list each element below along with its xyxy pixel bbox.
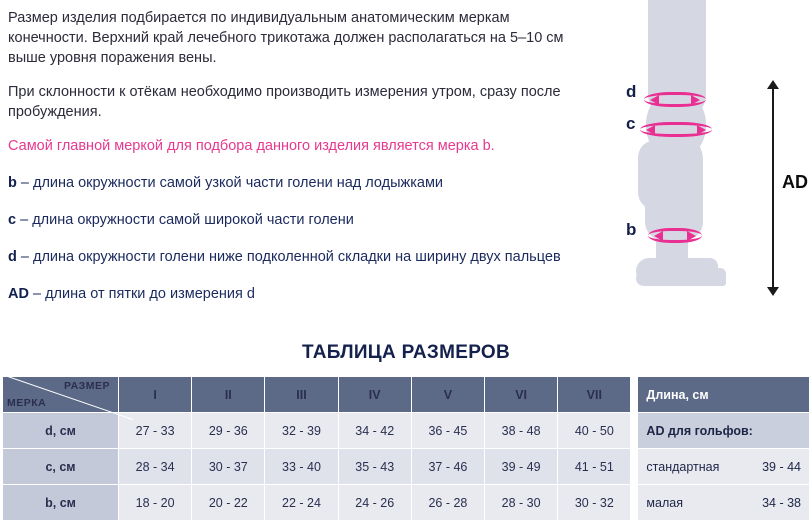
cell-b-5: 26 - 28: [411, 485, 484, 521]
row-label-d: d, см: [3, 413, 119, 449]
definition-ad: [8, 284, 588, 304]
cell-d-7: 40 - 50: [558, 413, 631, 449]
cell-b-2: 20 - 22: [192, 485, 265, 521]
cell-d-6: 38 - 48: [485, 413, 558, 449]
corner-header-size: РАЗМЕР: [64, 380, 110, 392]
column-header-3: III: [265, 377, 338, 413]
length-name-standard: стандартная: [646, 459, 720, 474]
length-table-subheader-row: [638, 413, 810, 449]
definition-b: [8, 173, 588, 193]
definition-ad-text: – длина от пятки до измерения d: [28, 286, 255, 302]
intro-paragraph-2: При склонности к отёкам необходимо производить измерения утром, сразу после пробуждения.: [8, 84, 561, 120]
leg-shape: [618, 0, 738, 300]
column-header-1: I: [119, 377, 192, 413]
length-table-subheader: AD для гольфов:: [638, 413, 810, 449]
cell-d-5: 36 - 45: [411, 413, 484, 449]
cell-d-1: 27 - 33: [119, 413, 192, 449]
column-header-5: V: [411, 377, 484, 413]
column-header-6: VI: [485, 377, 558, 413]
definition-d-text: – длина окружности голени ниже подколенной складки на ширину двух пальцев: [16, 249, 561, 265]
length-values-cell-2: [638, 485, 810, 521]
corner-header-cell: [3, 377, 119, 413]
row-label-b: b, см: [3, 485, 119, 521]
cell-c-5: 37 - 46: [411, 449, 484, 485]
length-table-values-row-2: [638, 485, 810, 521]
table-row: [3, 449, 631, 485]
length-table-values-row: [638, 449, 810, 485]
cell-d-4: 34 - 42: [338, 413, 411, 449]
intro-paragraph-1: Размер изделия подбирается по индивидуальным анатомическим меркам конечности. Верхний край лечебного трикотажа должен располагаться на 5–10 см выше уровня поражения вены.: [8, 10, 564, 66]
cell-d-2: 29 - 36: [192, 413, 265, 449]
cell-b-3: 22 - 24: [265, 485, 338, 521]
length-row-standard: [646, 458, 801, 475]
measure-band-b-icon: [648, 228, 702, 243]
measure-band-d-icon: [644, 92, 706, 107]
length-values-cell: [638, 449, 810, 485]
page-title: ТАБЛИЦА РАЗМЕРОВ: [301, 342, 511, 363]
definition-c-key: c: [8, 212, 17, 228]
row-label-c: c, см: [3, 449, 119, 485]
measure-band-c-icon: [640, 122, 712, 137]
leg-calf: [645, 130, 703, 240]
cell-c-4: 35 - 43: [338, 449, 411, 485]
table-row: [3, 485, 631, 521]
cell-c-6: 39 - 49: [485, 449, 558, 485]
cell-b-6: 28 - 30: [485, 485, 558, 521]
length-name-small: малая: [646, 495, 683, 510]
measure-label-d: d: [626, 82, 637, 101]
definition-d-key: d: [8, 249, 17, 265]
length-value-standard: 39 - 44: [762, 459, 801, 474]
cell-c-2: 30 - 37: [192, 449, 265, 485]
measure-label-c: c: [626, 114, 636, 133]
length-table-header-row: [638, 377, 810, 413]
cell-b-1: 18 - 20: [119, 485, 192, 521]
length-value-small: 34 - 38: [762, 495, 801, 510]
cell-c-3: 33 - 40: [265, 449, 338, 485]
measure-label-b: b: [626, 220, 637, 239]
cell-c-1: 28 - 34: [119, 449, 192, 485]
tables-row: [0, 376, 812, 521]
leg-foot-sole: [636, 268, 726, 286]
definition-c: [8, 210, 588, 230]
measure-label-ad: AD: [782, 172, 808, 192]
cell-d-3: 32 - 39: [265, 413, 338, 449]
highlight-note: Самой главной меркой для подбора данного изделия является мерка b.: [8, 138, 495, 154]
length-table: [637, 376, 810, 521]
length-table-header: Длина, см: [638, 377, 810, 413]
text-column: [8, 8, 588, 321]
definition-b-text: – длина окружности самой узкой части голени над лодыжками: [16, 175, 444, 191]
column-header-2: II: [192, 377, 265, 413]
corner-header-measure: МЕРКА: [7, 397, 47, 409]
definition-d: [8, 247, 588, 267]
definition-ad-key: AD: [8, 286, 29, 302]
length-row-small: [646, 494, 801, 511]
column-header-7: VII: [558, 377, 631, 413]
cell-c-7: 41 - 51: [558, 449, 631, 485]
table-row: [3, 413, 631, 449]
column-header-4: IV: [338, 377, 411, 413]
cell-b-7: 30 - 32: [558, 485, 631, 521]
leg-diagram: [600, 0, 812, 330]
table-header-row: [3, 377, 631, 413]
definition-b-key: b: [8, 175, 17, 191]
size-table: [2, 376, 631, 521]
definition-c-text: – длина окружности самой широкой части голени: [16, 212, 354, 228]
ad-double-arrow-icon: [772, 88, 774, 288]
cell-b-4: 24 - 26: [338, 485, 411, 521]
